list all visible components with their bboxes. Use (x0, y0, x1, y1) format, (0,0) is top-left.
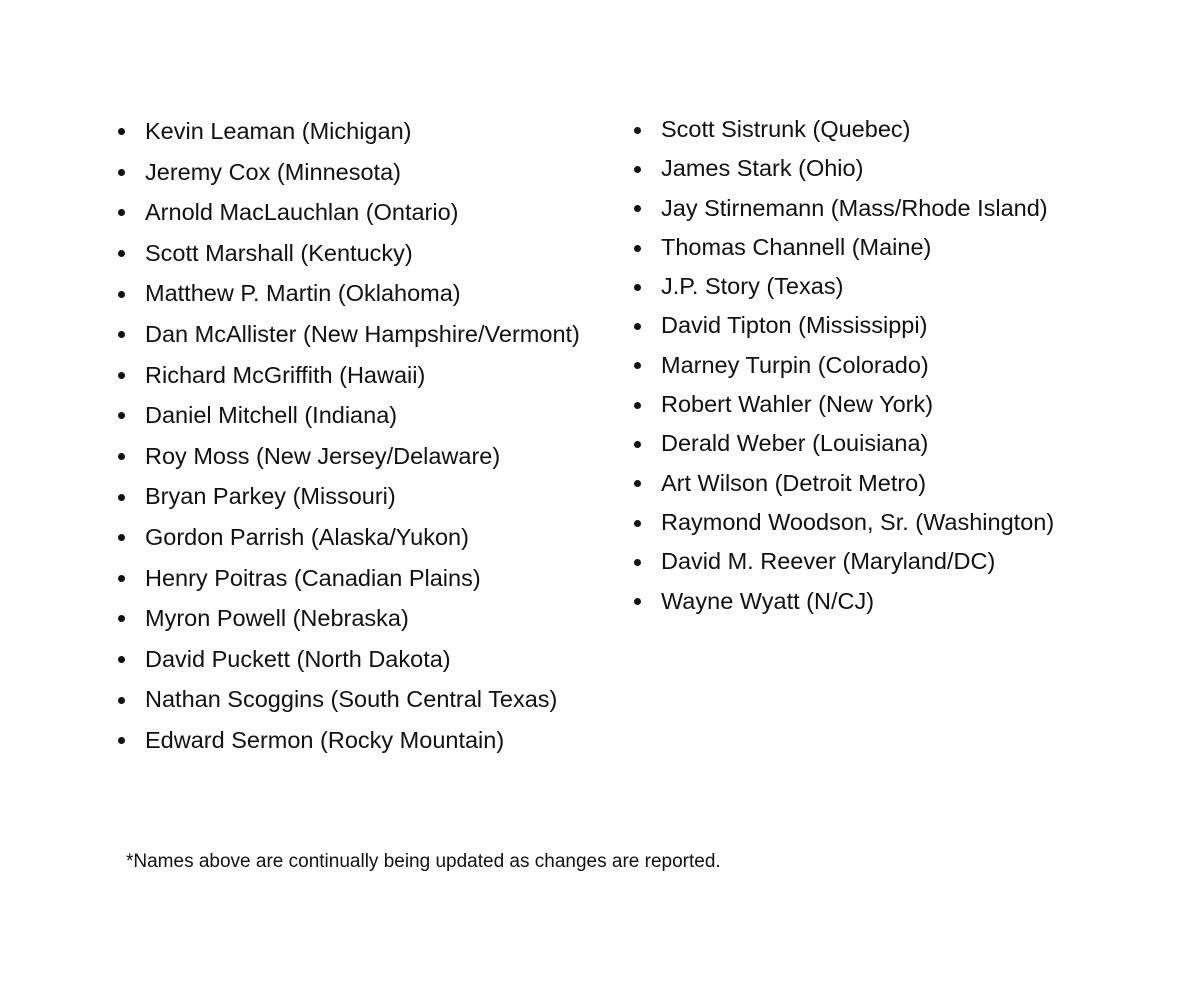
list-item (118, 233, 628, 274)
list-item (634, 110, 1154, 149)
bullet-icon (118, 697, 125, 704)
list-item-text: Nathan Scoggins (South Central Texas) (145, 686, 558, 713)
list-item-text: Thomas Channell (Maine) (661, 233, 932, 260)
list-item (118, 111, 628, 152)
list-item-text: Kevin Leaman (Michigan) (145, 118, 412, 144)
list-item (118, 720, 628, 761)
bullet-icon (118, 494, 125, 501)
list-item (634, 228, 1154, 267)
list-item-text: Gordon Parrish (Alaska/Yukon) (145, 523, 469, 550)
list-item-text: Daniel Mitchell (Indiana) (145, 402, 398, 429)
bullet-icon (118, 169, 125, 176)
bullet-icon (634, 441, 641, 448)
list-item (634, 464, 1154, 503)
list-item-text: Art Wilson (Detroit Metro) (661, 469, 927, 496)
bullet-icon (118, 534, 125, 541)
list-item-text: David M. Reever (Maryland/DC) (661, 548, 996, 575)
list-item-text: Bryan Parkey (Missouri) (145, 483, 396, 510)
bullet-icon (634, 480, 641, 487)
list-item-text: Marney Turpin (Colorado) (661, 351, 929, 378)
list-item (118, 395, 628, 436)
list-item-text: David Puckett (North Dakota) (145, 645, 451, 672)
list-item-text: Derald Weber (Louisiana) (661, 430, 929, 457)
list-item (634, 542, 1154, 581)
list-item-text: Robert Wahler (New York) (661, 391, 934, 418)
list-item-text: Dan McAllister (New Hampshire/Vermont) (145, 320, 580, 347)
list-item-text: Edward Sermon (Rocky Mountain) (145, 726, 505, 753)
list-item (118, 517, 628, 558)
bullet-icon (118, 331, 125, 338)
bullet-icon (118, 412, 125, 419)
bullet-icon (118, 128, 125, 135)
list-item (118, 639, 628, 680)
list-item (634, 503, 1154, 542)
bullet-icon (634, 284, 641, 291)
list-item (118, 679, 628, 720)
list-item-text: Wayne Wyatt (N/CJ) (661, 587, 875, 614)
list-item-text: Matthew P. Martin (Oklahoma) (145, 280, 461, 307)
bullet-icon (634, 402, 641, 409)
list-item-text: Jeremy Cox (Minnesota) (145, 158, 401, 185)
bullet-icon (118, 291, 125, 298)
list-item (118, 558, 628, 599)
bullet-icon (634, 362, 641, 369)
bullet-icon (634, 205, 641, 212)
list-item (634, 306, 1154, 345)
list-item (634, 346, 1154, 385)
list-item (118, 598, 628, 639)
bullet-icon (634, 127, 641, 134)
list-item-text: Henry Poitras (Canadian Plains) (145, 564, 481, 591)
list-item (118, 192, 628, 233)
list-item (118, 476, 628, 517)
left-name-list (118, 111, 628, 761)
list-item-text: Arnold MacLauchlan (Ontario) (145, 199, 459, 226)
list-item (118, 273, 628, 314)
list-item (634, 267, 1154, 306)
list-item-text: Jay Stirnemann (Mass/Rhode Island) (661, 194, 1048, 221)
list-item (118, 152, 628, 193)
bullet-icon (118, 453, 125, 460)
bullet-icon (118, 615, 125, 622)
list-item (118, 355, 628, 396)
list-item-text: Scott Sistrunk (Quebec) (661, 116, 911, 142)
list-item (634, 582, 1154, 621)
right-name-list (634, 110, 1154, 621)
bullet-icon (118, 656, 125, 663)
bullet-icon (118, 737, 125, 744)
list-item-text: Richard McGriffith (Hawaii) (145, 361, 426, 388)
bullet-icon (118, 372, 125, 379)
list-item-text: Raymond Woodson, Sr. (Washington) (661, 508, 1055, 535)
list-item (634, 149, 1154, 188)
bullet-icon (118, 250, 125, 257)
list-item (634, 385, 1154, 424)
bullet-icon (634, 598, 641, 605)
bullet-icon (634, 245, 641, 252)
bullet-icon (634, 559, 641, 566)
list-item (634, 424, 1154, 463)
footnote: *Names above are continually being updated as changes are reported. (126, 851, 721, 872)
bullet-icon (118, 575, 125, 582)
bullet-icon (634, 520, 641, 527)
list-item (118, 314, 628, 355)
list-item-text: Roy Moss (New Jersey/Delaware) (145, 442, 501, 469)
bullet-icon (634, 166, 641, 173)
list-item-text: David Tipton (Mississippi) (661, 312, 928, 339)
bullet-icon (118, 209, 125, 216)
list-item-text: James Stark (Ohio) (661, 155, 864, 182)
list-item (634, 189, 1154, 228)
list-item-text: Scott Marshall (Kentucky) (145, 239, 413, 266)
list-item-text: J.P. Story (Texas) (661, 273, 844, 300)
list-item-text: Myron Powell (Nebraska) (145, 605, 409, 632)
bullet-icon (634, 323, 641, 330)
list-item (118, 436, 628, 477)
